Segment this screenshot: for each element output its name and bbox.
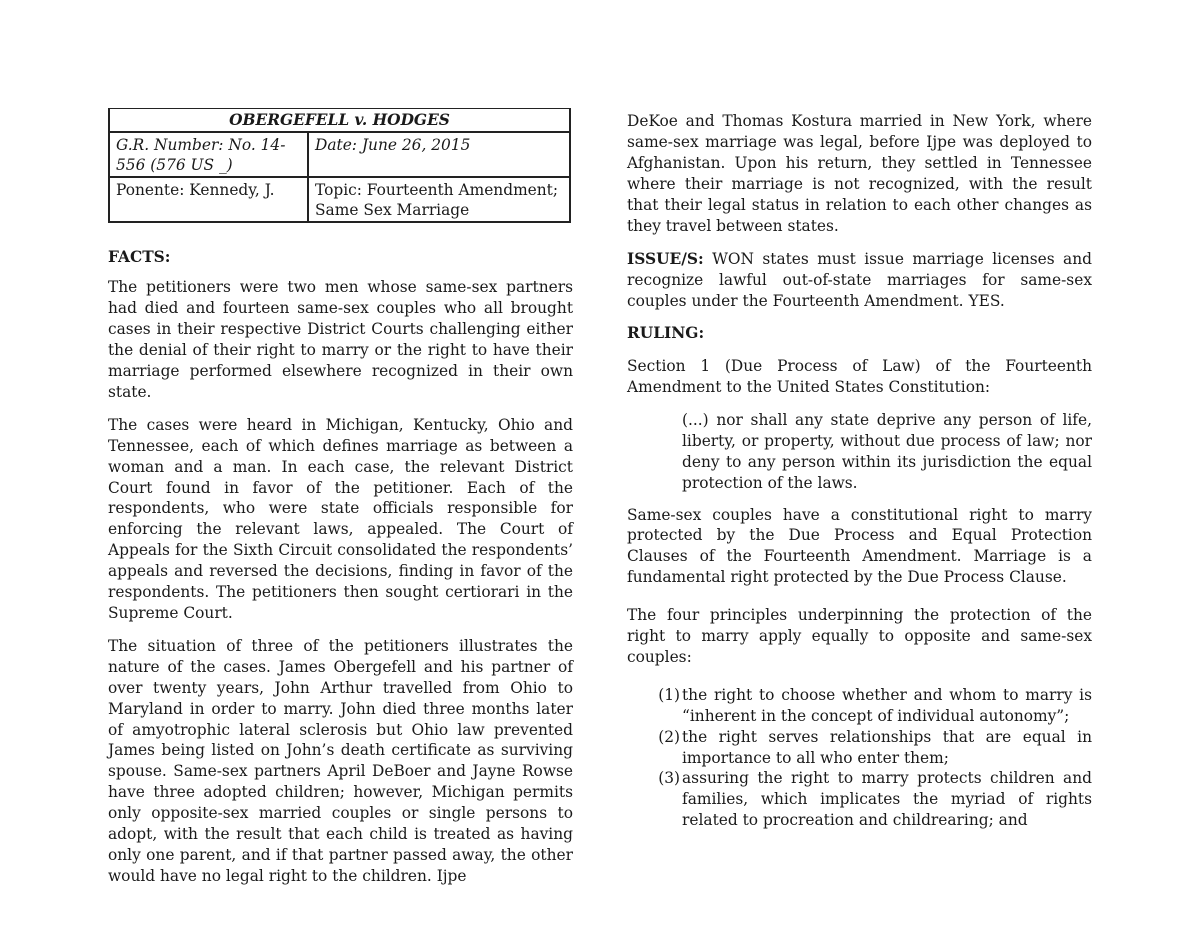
decision-date: Date: June 26, 2015 bbox=[308, 132, 570, 177]
ruling-paragraph: The four principles underpinning the protection of the right to marry apply equally to opposite and same-sex couples: bbox=[627, 606, 1092, 666]
gr-number: G.R. Number: No. 14-556 (576 US _) bbox=[109, 132, 308, 177]
ruling-intro: Section 1 (Due Process of Law) of the Fourteenth Amendment to the United States Constitution: bbox=[627, 357, 1092, 396]
facts-heading: FACTS: bbox=[108, 247, 171, 266]
ruling-paragraph: Same-sex couples have a constitutional right to marry protected by the Due Process and Equal Protection Clauses of the Fourteenth Amendment. Marriage is a fundamental right protected by the Due Process Clause. bbox=[627, 505, 1092, 587]
issue-label: ISSUE/S: bbox=[627, 250, 704, 269]
list-item-number: (1) bbox=[658, 685, 680, 704]
facts-continuation: DeKoe and Thomas Kostura married in New York, where same-sex marriage was legal, before Ijpe was deployed to Afghanistan. Upon his return, they settled in Tennessee where their marriage is not recognized, with the result that their legal status in relation to each other changes as they travel between states. bbox=[627, 112, 1092, 235]
case-title: OBERGEFELL v. HODGES bbox=[109, 109, 570, 132]
list-item-text: assuring the right to marry protects children and families, which implicates the myriad of rights related to procreation and childrearing; and bbox=[682, 769, 1092, 830]
facts-paragraph: The situation of three of the petitioners illustrates the nature of the cases. James Obergefell and his partner of over twenty years, John Arthur travelled from Ohio to Maryland in order to marry. John died three months later of amyotrophic lateral sclerosis but Ohio law prevented James being listed on John’s death certificate as surviving spouse. Same-sex partners April DeBoer and Jayne Rowse have three adopted children; however, Michigan permits only opposite-sex married couples or single persons to adopt, with the result that each child is treated as having only one parent, and if that partner passed away, the other would have no legal right to the children. Ijpe bbox=[108, 636, 573, 885]
issue-paragraph bbox=[627, 249, 1092, 312]
list-item-number: (3) bbox=[658, 769, 680, 788]
list-item bbox=[627, 727, 1092, 769]
list-item-text: the right serves relationships that are equal in importance to all who enter them; bbox=[682, 727, 1092, 767]
list-item-number: (2) bbox=[658, 727, 680, 746]
list-item bbox=[627, 685, 1092, 727]
principles-list bbox=[627, 685, 1092, 831]
case-header-table bbox=[108, 108, 571, 223]
facts-paragraph: The petitioners were two men whose same-sex partners had died and fourteen same-sex couples who all brought cases in their respective District Courts challenging either the denial of their right to marry or the right to have their marriage performed elsewhere recognized in their own state. bbox=[108, 278, 573, 401]
ponente: Ponente: Kennedy, J. bbox=[109, 177, 308, 222]
list-item-text: the right to choose whether and whom to marry is “inherent in the concept of individual autonomy”; bbox=[682, 685, 1092, 725]
left-column bbox=[108, 108, 573, 899]
facts-paragraph: The cases were heard in Michigan, Kentucky, Ohio and Tennessee, each of which defines marriage as between a woman and a man. In each case, the relevant District Court found in favor of the petitioner. Each of the respondents, who were state officials responsible for enforcing the relevant laws, appealed. The Court of Appeals for the Sixth Circuit consolidated the respondents’ appeals and reversed the decisions, finding in favor of the respondents. The petitioners then sought certiorari in the Supreme Court. bbox=[108, 415, 573, 622]
right-column bbox=[627, 111, 1092, 831]
topic: Topic: Fourteenth Amendment; Same Sex Marriage bbox=[308, 177, 570, 222]
issue-text: WON states must issue marriage licenses and recognize lawful out-of-state marriages for same-sex couples under the Fourteenth Amendment. YES. bbox=[627, 250, 1092, 311]
constitution-quote: (...) nor shall any state deprive any person of life, liberty, or property, without due process of law; nor deny to any person within its jurisdiction the equal protection of the laws. bbox=[682, 410, 1092, 492]
ruling-heading: RULING: bbox=[627, 324, 705, 343]
list-item bbox=[627, 768, 1092, 831]
